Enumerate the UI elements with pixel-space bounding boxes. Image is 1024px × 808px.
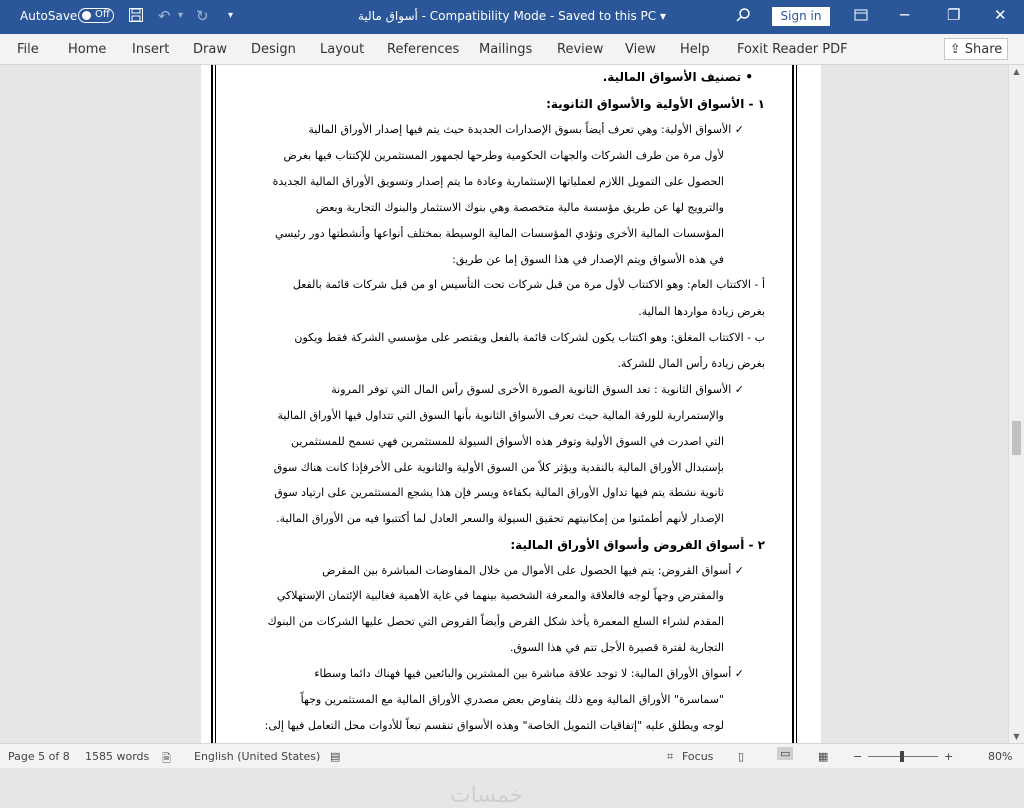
heading-loans-securities: ٢ - أسواق القروض وأسواق الأوراق المالية: bbox=[510, 538, 765, 552]
paragraph-line: ✓ الأسواق الأولية: وهي تعرف أيضاً بسوق الإصدارات الجديدة حيث يتم فيها إصدار الأوراق المالية bbox=[308, 123, 744, 136]
ribbon-tabs bbox=[0, 34, 1024, 65]
paragraph-line: التجارية لفترة قصيرة الأجل تتم في هذا السوق. bbox=[509, 641, 724, 654]
paragraph-line: ثانوية نشطة يتم فيها تداول الأوراق المالية بكفاءة ويسر فإن هذا يشجع المستثمرين على ارتياد سوق bbox=[274, 486, 724, 499]
restore-icon[interactable]: ❐ bbox=[947, 6, 961, 24]
tab-home[interactable]: Home bbox=[68, 42, 107, 57]
customize-toolbar-icon[interactable]: ▾ bbox=[228, 10, 234, 21]
heading-primary-secondary: ١ - الأسواق الأولية والأسواق الثانوية: bbox=[546, 97, 765, 111]
autosave-label: AutoSave bbox=[20, 9, 78, 23]
paragraph-line: والترويج لها عن طريق مؤسسة مالية متخصصة وهي بنوك الاستثمار والبنوك التجارية وبعض bbox=[315, 201, 724, 214]
redo-icon[interactable]: ↻ bbox=[196, 7, 209, 25]
paragraph-line: في هذه الأسواق ويتم الإصدار في هذا السوق إما عن طريق: bbox=[452, 253, 724, 266]
share-icon: ⇪ bbox=[949, 42, 961, 57]
zoom-in-icon[interactable]: + bbox=[944, 750, 954, 763]
zoom-slider-knob[interactable] bbox=[900, 751, 904, 762]
page-count[interactable]: Page 5 of 8 bbox=[8, 750, 70, 763]
tab-design[interactable]: Design bbox=[251, 42, 296, 57]
paragraph-line: بغرض زيادة رأس المال للشركة. bbox=[617, 357, 765, 370]
tab-mailings[interactable]: Mailings bbox=[479, 42, 533, 57]
paragraph-line: التي اصدرت في السوق الأولية وتوفر هذه الأسواق السيولة للمستثمرين فهي تسمح للمستثمرين bbox=[291, 435, 724, 448]
tab-references[interactable]: References bbox=[387, 42, 460, 57]
proofing-icon[interactable]: 🗎 bbox=[162, 752, 171, 765]
zoom-out-icon[interactable]: − bbox=[853, 750, 863, 763]
focus-button[interactable]: Focus bbox=[682, 750, 714, 763]
focus-icon[interactable]: ⌗ bbox=[667, 750, 674, 763]
ribbon-display-options-icon[interactable] bbox=[853, 7, 869, 27]
paragraph-line: "سماسرة" الأوراق المالية ومع ذلك يتفاوض بعض مصدري الأوراق المالية مع المستثمرين وجهاً bbox=[300, 693, 724, 706]
undo-icon[interactable]: ↶ bbox=[158, 7, 171, 25]
print-layout-icon[interactable]: ▭ bbox=[777, 747, 793, 760]
vertical-scrollbar[interactable] bbox=[1008, 65, 1024, 743]
word-count[interactable]: 1585 words bbox=[85, 750, 150, 763]
paragraph-line: المقدم لشراء السلع المعمرة يأخذ شكل القرض وأيضاً القروض التي تحصل عليها الشركات من البنوك bbox=[267, 615, 724, 628]
tab-foxit-reader-pdf[interactable]: Foxit Reader PDF bbox=[737, 42, 848, 57]
page-border-left-outer bbox=[211, 65, 213, 755]
search-icon[interactable] bbox=[735, 7, 751, 27]
page-border-right-inner bbox=[796, 65, 797, 755]
zoom-level[interactable]: 80% bbox=[988, 750, 1013, 763]
paragraph-line: الإصدار لأنهم أطمئنوا من إمكانيتهم تحقيق السيولة والسعر العادل لما أكتتبوا فيه من الأوراق المالية. bbox=[276, 512, 724, 525]
scrollbar-thumb[interactable] bbox=[1012, 421, 1021, 455]
heading-market-classification: • تصنيف الأسواق المالية. bbox=[602, 70, 753, 84]
scroll-up-icon[interactable]: ▲ bbox=[1013, 67, 1020, 76]
document-page[interactable] bbox=[201, 65, 821, 755]
tab-help[interactable]: Help bbox=[680, 42, 710, 57]
close-icon[interactable]: ✕ bbox=[994, 6, 1007, 24]
paragraph-line: الحصول على التمويل اللازم لعملياتها الإستثمارية وعادة ما يتم إصدار وتسويق الأوراق المالية الجديدة bbox=[272, 175, 724, 188]
paragraph-line: بغرض زيادة مواردها المالية. bbox=[638, 305, 765, 318]
paragraph-line: والإستمرارية للورقة المالية حيث تعرف الأسواق الثانوية بأنها السوق التي تتداول فيها الأوراق المالية bbox=[277, 409, 724, 422]
paragraph-line: ✓ الأسواق الثانوية : تعد السوق الثانوية الصورة الأخرى لسوق رأس المال التي توفر المرونة bbox=[331, 383, 744, 396]
paragraph-line: بإستبدال الأوراق المالية بالنقدية ويؤثر كلاً من السوق الأولية والثانوية على الأخرفإذا كانت هناك سوق bbox=[273, 461, 724, 474]
paragraph-line: لوجه ويطلق عليه "إتفاقيات التمويل الخاصة" وهذه الأسواق تنقسم تبعاً للأدوات محل التعامل فيها إلى: bbox=[264, 719, 724, 732]
tab-layout[interactable]: Layout bbox=[320, 42, 365, 57]
paragraph-line: ✓ أسواق القروض: يتم فيها الحصول على الأموال من خلال المفاوضات المباشرة بين المقرض bbox=[322, 564, 744, 577]
paragraph-line: ✓ أسواق الأوراق المالية: لا توجد علاقة مباشرة بين المشترين والبائعين فيها فهناك دائما وسطاء bbox=[314, 667, 744, 680]
paragraph-line: لأول مرة من طرف الشركات والجهات الحكومية وطرحها لجمهور المستثمرين للإكتتاب فيها بغرض bbox=[283, 149, 724, 162]
title-bar bbox=[0, 0, 1024, 34]
page-border-right-outer bbox=[792, 65, 794, 755]
language[interactable]: English (United States) bbox=[194, 750, 321, 763]
share-label: Share bbox=[964, 42, 1003, 57]
sign-in-button[interactable]: Sign in bbox=[772, 7, 830, 26]
paragraph-line: ب - الاكتتاب المغلق: وهو اكتتاب يكون لشركات قائمة بالفعل ويقتصر على مؤسسي الشركة فقط ويكون bbox=[294, 331, 765, 344]
status-bar bbox=[0, 743, 1024, 768]
tab-file[interactable]: File bbox=[17, 42, 39, 57]
tab-review[interactable]: Review bbox=[557, 42, 604, 57]
page-border-left-inner bbox=[215, 65, 216, 755]
undo-dropdown-icon[interactable]: ▾ bbox=[178, 10, 184, 21]
track-changes-icon[interactable]: ▤ bbox=[330, 750, 341, 763]
tab-insert[interactable]: Insert bbox=[132, 42, 170, 57]
paragraph-line: المؤسسات المالية الأخرى وتؤدي المؤسسات المالية الوسيطة بمختلف أنواعها وأنشطتها دور رئيسي bbox=[274, 227, 724, 240]
read-mode-icon[interactable]: ▯ bbox=[738, 750, 745, 763]
tab-view[interactable]: View bbox=[625, 42, 656, 57]
minimize-icon[interactable]: ─ bbox=[900, 6, 910, 24]
paragraph-line: والمقترض وجهاً لوجه فالعلاقة والمعرفة الشخصية بينهما في غاية الأهمية فغالبية الإئتمان الإستهلاكي bbox=[276, 589, 724, 602]
autosave-state: Off bbox=[95, 9, 110, 20]
paragraph-line: أ - الاكتتاب العام: وهو الاكتتاب لأول مرة من قبل شركات تحت التأسيس او من قبل شركات قائمة بالفعل bbox=[292, 278, 765, 291]
share-button[interactable] bbox=[944, 38, 1008, 60]
tab-draw[interactable]: Draw bbox=[193, 42, 227, 57]
document-title: أسواق مالية - Compatibility Mode - Saved to this PC ▾ bbox=[357, 9, 667, 23]
scroll-down-icon[interactable]: ▼ bbox=[1013, 732, 1020, 741]
web-layout-icon[interactable]: ▦ bbox=[818, 750, 829, 763]
watermark-logo: خمسات bbox=[450, 783, 524, 808]
